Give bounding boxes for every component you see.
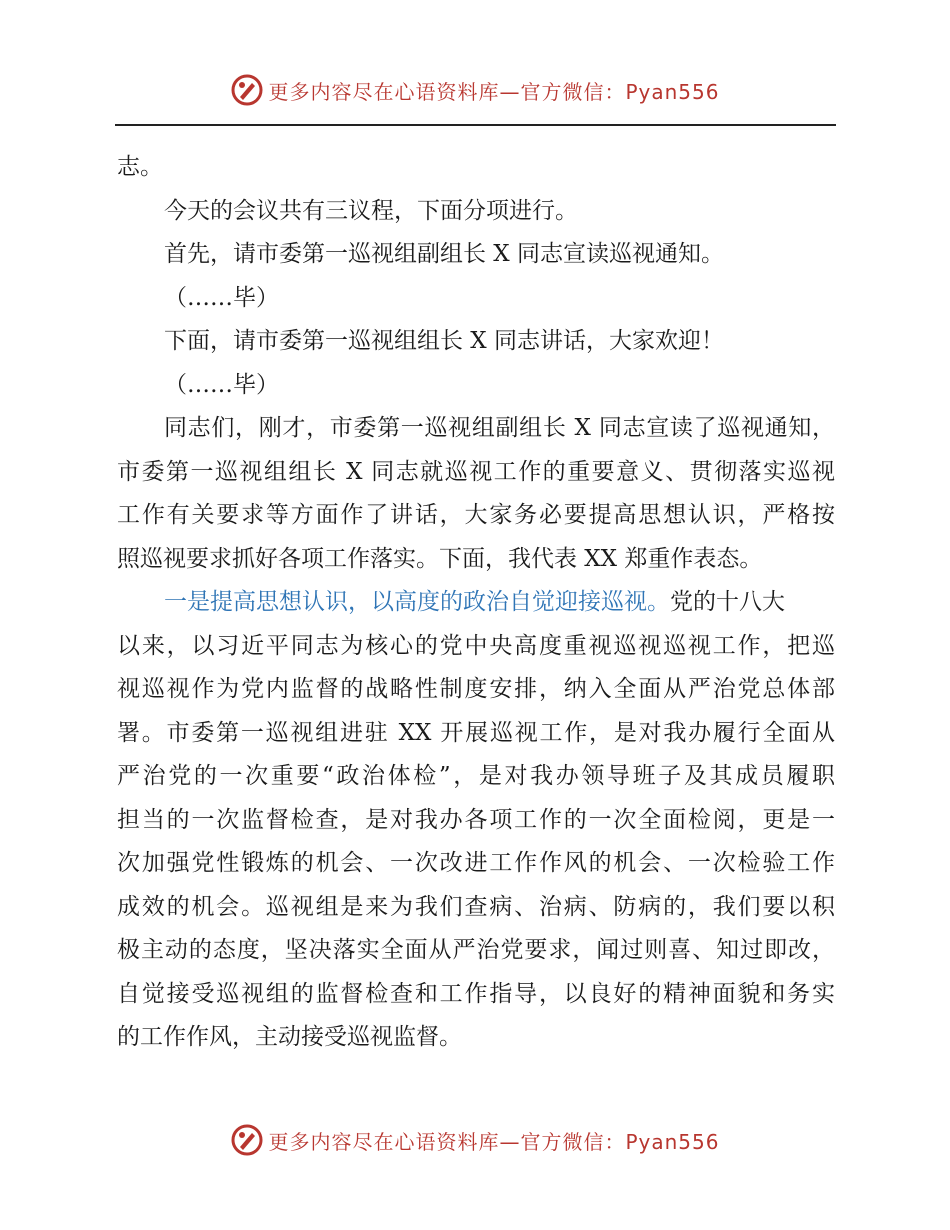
logo-icon	[230, 73, 264, 107]
header-divider	[115, 124, 836, 126]
paragraph-line: 照巡视要求抓好各项工作落实。下面，我代表 XX 郑重作表态。	[117, 545, 763, 572]
paragraph-line: 以来，以习近平同志为核心的党中央高度重视巡视巡视工作，把巡	[117, 632, 835, 659]
paragraph-line: 今天的会议共有三议程，下面分项进行。	[164, 197, 578, 224]
paragraph-line	[117, 581, 835, 625]
paragraph-line: （……毕）	[164, 371, 279, 398]
paragraph-line: 担当的一次监督检查，是对我办各项工作的一次全面检阅，更是一	[117, 806, 835, 833]
paragraph-line: 成效的机会。巡视组是来为我们查病、治病、防病的，我们要以积	[117, 893, 835, 920]
header-banner-text: 更多内容尽在心语资料库—官方微信：Pyan556	[268, 79, 720, 104]
logo-icon	[230, 1123, 264, 1157]
paragraph-line: 次加强党性锻炼的机会、一次改进工作作风的机会、一次检验工作	[117, 850, 835, 876]
paragraph-text: 党的十八大	[670, 589, 785, 615]
paragraph-line: 视巡视作为党内监督的战略性制度安排，纳入全面从严治党总体部	[117, 676, 835, 702]
header-banner	[0, 70, 950, 110]
paragraph-line: 极主动的态度，坚决落实全面从严治党要求，闻过则喜、知过即改，	[117, 937, 835, 963]
paragraph-line: 严治党的一次重要“政治体检”，是对我办领导班子及其成员履职	[117, 763, 835, 789]
paragraph-line: 署。市委第一巡视组进驻 XX 开展巡视工作，是对我办履行全面从	[117, 719, 835, 746]
paragraph-line: 同志们，刚才，市委第一巡视组副组长 X 同志宣读了巡视通知，	[164, 415, 835, 441]
paragraph-line: 志。	[117, 154, 163, 180]
paragraph-line: 的工作作风，主动接受巡视监督。	[117, 1024, 462, 1050]
paragraph-line: 首先，请市委第一巡视组副组长 X 同志宣读巡视通知。	[164, 241, 724, 267]
footer-banner	[0, 1120, 950, 1160]
document-body	[117, 146, 835, 1060]
paragraph-line: 自觉接受巡视组的监督检查和工作指导，以良好的精神面貌和务实	[117, 980, 835, 1007]
section-heading: 一是提高思想认识，以高度的政治自觉迎接巡视。	[164, 589, 670, 615]
paragraph-line: 下面，请市委第一巡视组组长 X 同志讲话，大家欢迎！	[164, 328, 724, 354]
paragraph-line: （……毕）	[164, 284, 279, 311]
paragraph-line: 工作有关要求等方面作了讲话，大家务必要提高思想认识，严格按	[117, 502, 835, 528]
paragraph-line: 市委第一巡视组组长 X 同志就巡视工作的重要意义、贯彻落实巡视	[117, 458, 835, 485]
footer-banner-text: 更多内容尽在心语资料库—官方微信：Pyan556	[268, 1129, 720, 1154]
